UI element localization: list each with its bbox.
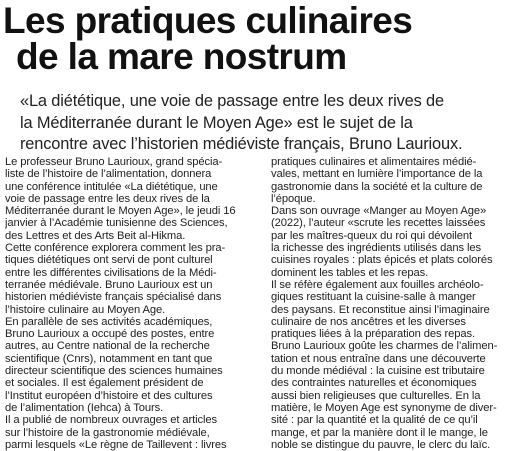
body-text-line: Bruno Laurioux goûte les charmes de l’alimen- [271,340,498,353]
body-text-line: aussi bien religieuses que culturelles. En la [271,389,481,402]
body-text-line: des contraintes naturelles et économiques [271,377,477,390]
body-text-line: des paysans. Et reconstitue ainsi l’imaginaire [271,303,490,316]
headline-line-1: Les pratiques culinaires [3,0,413,41]
body-text-line: scientifique (Cnrs), notamment en tant que [5,352,213,365]
body-text-line: Cette conférence explorera comment les pra- [5,242,226,255]
body-text-line: En parallèle de ses activités académiques, [5,315,213,328]
body-text-line: autres, au Centre national de la recherche [5,340,210,353]
body-text-line: sur l’histoire de la gastronomie médiévale, [5,426,210,439]
lede-line: rencontre avec l’historien médiéviste français, Bruno Laurioux. [20,135,463,153]
body-text-line: voie de passage entre les deux rives de la [5,192,210,205]
body-text-line: tation et nous entraîne dans une découverte [271,352,486,365]
body-text-line: Bruno Laurioux a occupé des postes, entre [5,328,215,341]
body-column-left [5,156,257,451]
body-text-line: giques restituant la cuisine-salle à manger [271,291,476,304]
body-text-line: (2022), l’auteur «scrute les recettes laissées [271,217,486,230]
body-text-line: et sociales. Il est également président de [5,377,204,390]
body-text-line: cuisines royales : plats épicés et plats colorés [271,254,493,267]
body-text-line: l’Institut européen d’histoire et des cultures [5,389,213,402]
body-text-line: pratiques liées à la préparation des repas. [271,328,476,341]
body-text-line: vales, mettant en lumière l’importance de la [271,168,483,181]
body-text-line: Il se réfère également aux fouilles archéolo- [271,278,484,291]
body-text-line: la richesse des ingrédients utilisés dans les [271,242,482,255]
body-text-line: gastronomie dans la société et la culture de [271,180,483,193]
body-text-line: de l’alimentation (Iehca) à Tours. [5,401,164,414]
body-text-line: des Lettres et des Arts Beit al-Hikma. [5,229,186,242]
body-text-line: une conférence intitulée «La diététique, une [5,180,218,193]
body-text-line: culinaire de nos ancêtres et les diverses [271,315,466,328]
body-text-line: noble se distingue du pauvre, le clerc du laïc. [271,438,491,451]
body-text-line: directeur scientifique des sciences humaines [5,365,223,378]
body-text-line: Le professeur Bruno Laurioux, grand spécia- [5,156,223,168]
body-text-line: historien médiéviste français spécialisé dans [5,291,222,304]
body-text-line: dominent les tables et les repas. [271,266,429,279]
body-text-line: matière, le Moyen Age est synonyme de diver- [271,401,497,414]
lede-line: «La diététique, une voie de passage entre les deux rives de [20,92,444,110]
body-text-line: l’histoire culinaire au Moyen Age. [5,303,166,316]
body-text-line: du monde médiéval : la cuisine est tributaire [271,365,485,378]
body-text-line: par les maîtres-queux du roi qui dévoilent [271,229,473,242]
body-text-line: mange, et par la manière dont il le mange, le [271,426,488,439]
body-text-line: terranée médiévale. Bruno Laurioux est un [5,278,213,291]
body-text-line: l’époque. [271,192,316,205]
body-text-line: Méditerranée durant le Moyen Age», le jeudi 16 [5,205,236,218]
body-text-line: janvier à l’Académie tunisienne des Sciences, [5,217,228,230]
body-text-line: pratiques culinaires et alimentaires médié- [271,156,477,168]
body-text-line: entre les différentes civilisations de la Médi- [5,266,217,279]
body-text-line: sité : par la quantité et la qualité de ce qu’il [271,414,478,427]
body-text-line: Dans son ouvrage «Manger au Moyen Age» [271,205,487,218]
lede-line: la Méditerranée durant le Moyen Age» est le sujet de la [20,113,413,132]
article-lede [20,91,515,156]
body-text-line: parmi lesquels «Le règne de Taillevent : livres [5,438,227,451]
body-text-line: liste de l’histoire de l’alimentation, donnera [5,168,212,181]
headline-line-2: de la mare nostrum [16,36,347,77]
body-text-line: Il a publié de nombreux ouvrages et articles [5,414,218,427]
body-text-line: tiques diététiques ont servi de pont culturel [5,254,213,267]
body-column-right [271,156,513,451]
